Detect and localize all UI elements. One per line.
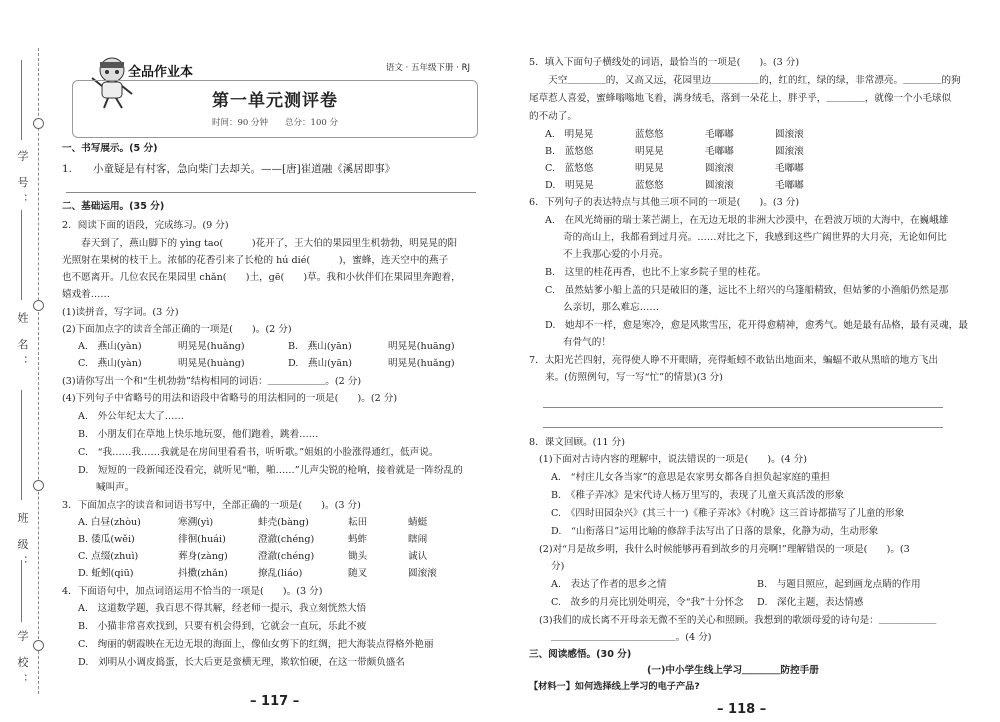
- option: 毛嘟嘟: [705, 146, 734, 157]
- option[interactable]: A. 表达了作者的思乡之情: [551, 579, 667, 590]
- option[interactable]: D. 燕山(yān): [288, 358, 352, 369]
- q3-options-row[interactable]: [78, 516, 478, 530]
- q2-option-d[interactable]: D. 短短的一段新闻还没看完，就听见“啪，啪……”儿声尖锐的枪响，接着就是一阵纷乱的: [78, 465, 463, 476]
- q3-options-row[interactable]: [78, 550, 478, 564]
- q4-option-c[interactable]: C. 绚丽的朝霞映在无边无垠的海面上，像仙女剪下的红绸，把大海装点得格外艳丽: [78, 639, 434, 650]
- option[interactable]: C. 燕山(yàn): [78, 358, 142, 369]
- binding-margin: [0, 0, 56, 722]
- q6-text: 6．下列句子的表达特点与其他三项不同的一项是( )。(3 分): [529, 197, 800, 208]
- q6-option-b[interactable]: B. 这里的桂花再香，也比不上家乡院子里的桂花。: [545, 267, 767, 278]
- q6-option-c[interactable]: C. 虽然姑爹小船上盖的只是破旧的蓬，远比不上绍兴的乌篷船精致，但姑爹的小渔船仍然是那: [545, 285, 949, 296]
- school-label: 学 校：: [15, 630, 29, 691]
- section-1-heading: 一、书写展示。(5 分): [62, 143, 158, 154]
- option[interactable]: D. 深化主题，表达情感: [757, 597, 864, 608]
- q8-option-d[interactable]: D. “山衔落日”运用比喻的修辞手法写出了日落的景象，化静为动，生动形象: [551, 526, 879, 537]
- q1-text: 1. 小童疑是有村客，急向柴门去却关。——[唐]崔道融《溪居即事》: [62, 163, 396, 175]
- q8-option-a[interactable]: A. “村庄儿女各当家”的意思是农家男女都各自担负起家庭的重担: [551, 472, 830, 483]
- q4-option-a[interactable]: A. 这道数学题，我百思不得其解，经老师一提示，我立刻恍然大悟: [78, 603, 367, 614]
- binding-hole: [33, 640, 44, 651]
- q4-option-d[interactable]: D. 刘明从小调皮捣蛋，长大后更是蛮横无理，欺软怕硬，在这一带颇负盛名: [78, 657, 405, 668]
- cut-line: [38, 48, 39, 694]
- q5-option-d[interactable]: [545, 179, 925, 193]
- option: C. 蓝悠悠: [545, 163, 594, 174]
- option: 澄澈(chéng): [258, 551, 315, 562]
- option: 明晃晃(huàng): [178, 358, 245, 369]
- q2-passage-3: 也不愿离开。几位农民在果园里 chǎn( )土，gē( )草。我和小伙伴们在果园里奔跑着，: [62, 272, 461, 283]
- option: C. 点缀(zhuì): [78, 551, 139, 562]
- exam-time-score: 时间：90 分钟 总分：100 分: [212, 118, 338, 128]
- option: 寒溯(yì): [178, 517, 214, 528]
- option: 圆滚滚: [775, 129, 804, 140]
- q8-sub-1: (1)下面对古诗内容的理解中，说法错误的一项是( )。(4 分): [539, 454, 807, 465]
- option: 蓝悠悠: [635, 180, 664, 191]
- q7-answer-line[interactable]: [543, 407, 943, 408]
- q2-passage-2: 光照射在果树的枝干上。浓郁的花香引来了长枪的 hú dié( )，蜜蜂，连天空中的燕子: [62, 255, 449, 266]
- brand-logo: 全品作业本: [128, 65, 194, 80]
- option: 圆滚滚: [705, 163, 734, 174]
- q8-text: 8．课文回顾。(11 分): [529, 437, 626, 448]
- option[interactable]: C. 故乡的月亮比别处明亮，令“我”十分怀念: [551, 597, 744, 608]
- section-2-heading: 二、基础运用。(35 分): [62, 201, 165, 212]
- option: 蜻蜓: [408, 517, 428, 528]
- option: 明晃晃(huāng): [388, 341, 455, 352]
- page-117: [60, 0, 478, 722]
- option: 葬身(zàng): [178, 551, 228, 562]
- q2-sub-4: (4)下列句子中省略号的用法和语段中省略号的用法相同的一项是( )。(2 分): [62, 393, 398, 404]
- q5-passage-2: 尾草惹人喜爱，蜜蜂嗡嗡地飞着，满身绒毛，落到一朵花上，胖乎乎，＿＿＿＿，就像一个小毛球似: [529, 93, 952, 104]
- q7-text-cont: 来。(仿照例句，写一写“忙”的情景)(3 分): [545, 372, 723, 383]
- q8-sub-2: (2)对“月是故乡明，我什么时候能够再看到故乡的月亮啊!”理解错误的一项是( )。(3: [539, 544, 910, 555]
- q4-option-b[interactable]: B. 小猫非常喜欢找到，只要有机会得到，它就会一直玩，乐此不疲: [78, 621, 367, 632]
- option: A. 白昼(zhòu): [78, 517, 141, 528]
- class-line[interactable]: [21, 390, 22, 500]
- q5-passage-3: 的不动了。: [529, 111, 577, 122]
- binding-hole: [33, 480, 44, 491]
- option: 毛嘟嘟: [705, 129, 734, 140]
- q5-option-a[interactable]: [545, 128, 925, 142]
- q8-sub-3-cont: ＿＿＿＿＿＿＿＿＿＿＿＿＿。(4 分): [551, 632, 712, 643]
- q1-writing-line[interactable]: [66, 192, 476, 193]
- q8b-options-row: [551, 578, 945, 592]
- option: 抖擞(zhǎn): [178, 568, 228, 579]
- q8-sub-2-cont: 分): [551, 561, 565, 572]
- q3-text: 3．下面加点字的读音和词语书写中，全部正确的一项是( )。(3 分): [62, 500, 361, 511]
- name-line[interactable]: [21, 210, 22, 300]
- option: 瞎闹: [408, 534, 428, 545]
- section-3-heading: 三、阅读感悟。(30 分): [529, 649, 632, 660]
- option: 徘徊(huái): [178, 534, 226, 545]
- option: D. 明晃晃: [545, 180, 594, 191]
- q2-option-b[interactable]: B. 小朋友们在草地上快乐地玩耍，他们跑着，跳着……: [78, 429, 319, 440]
- q7-text: 7．太阳光芒四射，亮得使人睁不开眼睛，亮得蚯蚓不敢钻出地面来，蝙蝠不敢从黑暗的地方飞出: [529, 355, 939, 366]
- option: 撩乱(liáo): [258, 568, 303, 579]
- option: A. 明晃晃: [545, 129, 594, 140]
- option: 耘田: [348, 517, 368, 528]
- option: 锄头: [348, 551, 368, 562]
- q2-option-c[interactable]: C. “我……我……我就是在房间里看看书，听听歌。”姐姐的小脸涨得通红，低声说。: [78, 447, 439, 458]
- q7-answer-line[interactable]: [543, 427, 943, 428]
- option: 蓝悠悠: [635, 129, 664, 140]
- binding-hole: [33, 300, 44, 311]
- option: 毛嘟嘟: [775, 163, 804, 174]
- q6-option-d-cont: 有骨气的！: [563, 337, 611, 348]
- option: 圆滚滚: [775, 146, 804, 157]
- q2-sub-2: (2)下面加点字的读音全部正确的一项是( )。(2 分): [62, 324, 292, 335]
- q3-options-row[interactable]: [78, 533, 478, 547]
- option: 明晃晃(huǎng): [178, 341, 245, 352]
- q6-option-a-cont: 不上我那心爱的小月亮。: [563, 249, 669, 260]
- option: D. 蚯蚓(qiū): [78, 568, 134, 579]
- q2-sub-1: (1)读拼音，写字词。(3 分): [62, 307, 179, 318]
- option: 明晃晃: [635, 163, 664, 174]
- q5-option-c[interactable]: [545, 162, 925, 176]
- option: 蚂蚱: [348, 534, 368, 545]
- q2-sub-3: (3)请你写出一个和“生机勃勃”结构相同的词语：＿＿＿＿＿＿。(2 分): [62, 376, 362, 387]
- passage-title: (一)中小学生线上学习＿＿＿＿防控手册: [647, 665, 819, 676]
- page-118: [527, 0, 968, 722]
- q6-option-c-cont: 么亲切，那么难忘……: [563, 302, 659, 313]
- exam-title: 第一单元测评卷: [212, 91, 338, 111]
- q8-option-b[interactable]: B. 《稚子弄冰》是宋代诗人杨万里写的，表现了儿童天真活泼的形象: [551, 490, 845, 501]
- option: 明晃晃(huǎng): [388, 358, 455, 369]
- q8-sub-3: (3)我们的成长离不开母亲无微不至的关心和照顾。我想到的歌颂母爱的诗句是：＿＿＿＿＿＿: [539, 615, 937, 626]
- student-number-line[interactable]: [21, 60, 22, 140]
- q6-option-a-cont: 奇的高山上，我都看到过月亮。……对比之下，我感到这些广阔世界的大月亮，无论如何比: [563, 232, 947, 243]
- option: 明晃晃: [635, 146, 664, 157]
- q2-text: 2．阅读下面的语段，完成练习。(9 分): [62, 220, 229, 231]
- q5-option-b[interactable]: [545, 145, 925, 159]
- q6-option-d[interactable]: D. 她却不一样，愈是寒冷，愈是风欺雪压，花开得愈精神，愈秀气。她是最有品格，最有灵魂，最: [545, 320, 968, 331]
- q2-options-row: [78, 357, 478, 371]
- exam-title-box: [72, 80, 478, 138]
- student-number-label: 学 号：: [15, 150, 29, 211]
- q5-text: 5．填入下面句子横线处的词语，最恰当的一项是( )。(3 分): [529, 57, 800, 68]
- q5-passage-1: 天空＿＿＿＿的，又高又远，花园里边＿＿＿＿＿的，红的红，绿的绿，非常漂亮。＿＿＿＿的狗: [529, 75, 961, 86]
- option: 蚌壳(bàng): [258, 517, 309, 528]
- option: 随叉: [348, 568, 368, 579]
- q2-options-row: [78, 340, 478, 354]
- binding-hole: [33, 118, 44, 129]
- option: 圆滚滚: [408, 568, 437, 579]
- q6-option-a[interactable]: A. 在风光绮丽的瑞士莱芒湖上，在无边无垠的非洲大沙漠中，在碧波万顷的大海中，在巍峨雄: [545, 215, 949, 226]
- q8-option-c[interactable]: C. 《四时田园杂兴》(其三十一)《稚子弄冰》《村晚》这三首诗都描写了儿童的形象: [551, 508, 905, 519]
- option: 圆滚滚: [705, 180, 734, 191]
- q4-text: 4．下面语句中，加点词语运用不恰当的一项是( )。(3 分): [62, 586, 323, 597]
- class-label: 班 级：: [15, 512, 29, 573]
- option[interactable]: B. 与题目照应，起到画龙点睛的作用: [757, 579, 921, 590]
- q8b-options-row: [551, 596, 945, 610]
- option: 澄澈(chéng): [258, 534, 315, 545]
- page-number: – 117 –: [250, 694, 300, 710]
- name-label: 姓 名：: [15, 312, 29, 373]
- material-1-heading: 【材料一】如何选择线上学习的电子产品?: [529, 681, 700, 692]
- option: 毛嘟嘟: [775, 180, 804, 191]
- q2-passage-4: 嬉戏着……: [62, 289, 110, 300]
- q3-options-row[interactable]: [78, 567, 478, 581]
- option[interactable]: B. 燕山(yān): [288, 341, 352, 352]
- option: B. 倭瓜(wěi): [78, 534, 135, 545]
- school-line[interactable]: [21, 560, 22, 622]
- option: B. 蓝悠悠: [545, 146, 594, 157]
- page-number: – 118 –: [717, 702, 767, 718]
- series-label: 语文 · 五年级下册 · RJ: [385, 63, 470, 73]
- option: 诚认: [408, 551, 428, 562]
- q2-option-a[interactable]: A. 外公年纪太大了……: [78, 411, 184, 422]
- option[interactable]: A. 燕山(yàn): [78, 341, 142, 352]
- q2-option-d-cont: 喊叫声。: [96, 482, 135, 493]
- q2-passage-1: 春天到了，燕山脚下的 yìng tao( )花开了，王大伯的果园里生机勃勃，明晃晃的阳: [62, 238, 458, 249]
